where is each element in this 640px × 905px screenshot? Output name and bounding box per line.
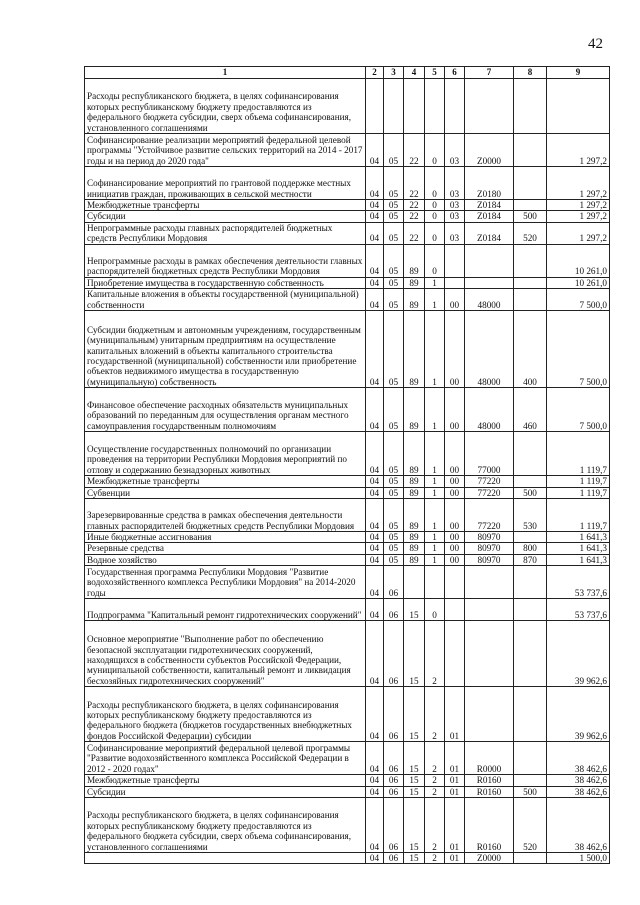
row-code-cell: 0 — [425, 222, 445, 244]
row-code-cell: 00 — [445, 487, 465, 498]
row-name-cell: Межбюджетные трансферты — [85, 200, 366, 211]
row-amount-cell: 1 297,2 — [547, 211, 610, 222]
row-code-cell — [465, 599, 514, 621]
row-code-cell: R0160 — [465, 798, 514, 853]
table-row — [85, 432, 610, 476]
table-row — [85, 134, 610, 167]
header-cell: 4 — [404, 67, 425, 79]
row-code-cell: 05 — [384, 499, 404, 532]
table-body — [85, 79, 610, 864]
table-row — [85, 289, 610, 311]
row-code-cell: 05 — [384, 432, 404, 476]
row-name-cell: Субсидии бюджетным и автономным учреждениям, государственным (муниципальным) унитарным предприятиям на осуществление капитальных вложений в объекты капитального строительства государственной (муниципальной) собственности или приобретение объектов недвижимого имущества в государственную (муниципальную) собственность — [85, 311, 366, 388]
row-code-cell — [514, 476, 547, 487]
row-code-cell: 2 — [425, 853, 445, 864]
row-code-cell — [514, 167, 547, 200]
row-code-cell — [514, 532, 547, 543]
row-code-cell: 04 — [366, 798, 384, 853]
row-code-cell: 80970 — [465, 532, 514, 543]
row-amount-cell: 1 297,2 — [547, 222, 610, 244]
row-code-cell: 89 — [404, 476, 425, 487]
row-name-cell: Расходы республиканского бюджета, в целях софинансирования которых республиканскому бюджету предоставляются из федерального бюджета (бюджетов государственных внебюджетных фондов Российской Федерации) субсидии — [85, 687, 366, 742]
row-code-cell: 01 — [445, 775, 465, 786]
row-amount-cell: 7 500,0 — [547, 388, 610, 432]
row-code-cell: 22 — [404, 134, 425, 167]
row-code-cell: 04 — [366, 532, 384, 543]
row-code-cell: 04 — [366, 742, 384, 775]
row-code-cell: 05 — [384, 311, 404, 388]
row-code-cell — [514, 599, 547, 621]
row-code-cell: 01 — [445, 798, 465, 853]
row-code-cell: 06 — [384, 621, 404, 687]
table-row — [85, 167, 610, 200]
row-code-cell: 01 — [445, 853, 465, 864]
row-code-cell: 06 — [384, 853, 404, 864]
row-code-cell — [514, 200, 547, 211]
row-code-cell — [425, 566, 445, 599]
table-row — [85, 487, 610, 498]
row-name-cell: Государственная программа Республики Мордовия "Развитие водохозяйственного комплекса Республики Мордовия" на 2014-2020 годы — [85, 566, 366, 599]
row-code-cell: 06 — [384, 786, 404, 797]
header-cell: 8 — [514, 67, 547, 79]
row-code-cell — [445, 621, 465, 687]
row-code-cell: 06 — [384, 687, 404, 742]
row-code-cell: 04 — [366, 289, 384, 311]
row-code-cell — [404, 79, 425, 134]
row-code-cell: 04 — [366, 499, 384, 532]
row-code-cell: 89 — [404, 499, 425, 532]
row-code-cell: Z0184 — [465, 211, 514, 222]
row-code-cell: 0 — [425, 167, 445, 200]
row-code-cell: 1 — [425, 289, 445, 311]
row-amount-cell: 1 297,2 — [547, 134, 610, 167]
row-code-cell — [514, 853, 547, 864]
row-code-cell: 04 — [366, 476, 384, 487]
header-cell: 2 — [366, 67, 384, 79]
table-row — [85, 476, 610, 487]
row-name-cell: Резервные средства — [85, 543, 366, 554]
row-code-cell: 05 — [384, 289, 404, 311]
row-code-cell: 05 — [384, 134, 404, 167]
row-code-cell: 1 — [425, 554, 445, 565]
row-code-cell: 1 — [425, 499, 445, 532]
row-code-cell: 06 — [384, 775, 404, 786]
row-code-cell — [366, 79, 384, 134]
row-code-cell: Z0000 — [465, 134, 514, 167]
row-code-cell: 2 — [425, 786, 445, 797]
row-amount-cell: 1 297,2 — [547, 200, 610, 211]
row-code-cell: 04 — [366, 134, 384, 167]
row-code-cell: 04 — [366, 543, 384, 554]
row-code-cell: 04 — [366, 277, 384, 288]
row-code-cell — [445, 244, 465, 277]
row-code-cell: Z0000 — [465, 853, 514, 864]
row-code-cell: 22 — [404, 200, 425, 211]
row-code-cell: 80970 — [465, 554, 514, 565]
row-code-cell: 15 — [404, 599, 425, 621]
row-code-cell: 77220 — [465, 499, 514, 532]
row-code-cell — [514, 566, 547, 599]
row-code-cell: 01 — [445, 687, 465, 742]
row-code-cell — [384, 79, 404, 134]
row-code-cell — [514, 79, 547, 134]
row-code-cell: 04 — [366, 244, 384, 277]
row-code-cell: 06 — [384, 566, 404, 599]
row-code-cell: 48000 — [465, 289, 514, 311]
table-row — [85, 388, 610, 432]
row-code-cell: 1 — [425, 311, 445, 388]
table-row — [85, 79, 610, 134]
row-code-cell: 01 — [445, 786, 465, 797]
row-code-cell: 89 — [404, 311, 425, 388]
table-row — [85, 311, 610, 388]
row-code-cell: 04 — [366, 599, 384, 621]
row-code-cell: 04 — [366, 432, 384, 476]
row-code-cell: 15 — [404, 853, 425, 864]
row-amount-cell: 1 641,3 — [547, 532, 610, 543]
table-row — [85, 853, 610, 864]
row-code-cell: 2 — [425, 621, 445, 687]
row-code-cell — [514, 289, 547, 311]
row-code-cell — [425, 79, 445, 134]
row-name-cell: Расходы республиканского бюджета, в целях софинансирования которых республиканскому бюджету предоставляются из федерального бюджета субсидии, сверх объема софинансирования, установленного соглашениями — [85, 79, 366, 134]
table-row — [85, 543, 610, 554]
row-name-cell: Субсидии — [85, 786, 366, 797]
row-code-cell: 03 — [445, 222, 465, 244]
table-row — [85, 566, 610, 599]
header-cell: 1 — [85, 67, 366, 79]
row-code-cell: Z0184 — [465, 200, 514, 211]
row-name-cell: Водное хозяйство — [85, 554, 366, 565]
row-code-cell: 00 — [445, 554, 465, 565]
row-code-cell: 22 — [404, 222, 425, 244]
row-code-cell: 89 — [404, 487, 425, 498]
row-code-cell: 89 — [404, 388, 425, 432]
row-code-cell: 15 — [404, 798, 425, 853]
row-code-cell: 500 — [514, 786, 547, 797]
row-code-cell: 03 — [445, 134, 465, 167]
row-code-cell: 22 — [404, 167, 425, 200]
row-amount-cell: 1 641,3 — [547, 543, 610, 554]
row-amount-cell: 38 462,6 — [547, 798, 610, 853]
row-code-cell: 05 — [384, 244, 404, 277]
table-row — [85, 742, 610, 775]
row-name-cell: Иные бюджетные ассигнования — [85, 532, 366, 543]
row-amount-cell: 53 737,6 — [547, 566, 610, 599]
row-code-cell: 00 — [445, 543, 465, 554]
row-code-cell: 530 — [514, 499, 547, 532]
row-code-cell — [465, 244, 514, 277]
row-code-cell: 04 — [366, 621, 384, 687]
table-row — [85, 599, 610, 621]
row-code-cell: 04 — [366, 200, 384, 211]
row-code-cell: 460 — [514, 388, 547, 432]
header-cell: 5 — [425, 67, 445, 79]
row-amount-cell: 7 500,0 — [547, 289, 610, 311]
row-code-cell: 0 — [425, 134, 445, 167]
row-name-cell: Зарезервированные средства в рамках обеспечения деятельности главных распорядителей бюджетных средств Республики Мордовия — [85, 499, 366, 532]
row-code-cell: 03 — [445, 200, 465, 211]
row-amount-cell: 1 119,7 — [547, 487, 610, 498]
row-code-cell — [445, 599, 465, 621]
header-cell: 9 — [547, 67, 610, 79]
row-code-cell: 520 — [514, 222, 547, 244]
row-code-cell: R0000 — [465, 742, 514, 775]
page-number: 42 — [588, 36, 603, 52]
row-code-cell: 04 — [366, 311, 384, 388]
row-amount-cell — [547, 79, 610, 134]
row-code-cell: 500 — [514, 211, 547, 222]
row-name-cell: Расходы республиканского бюджета, в целях софинансирования которых республиканскому бюджету предоставляются из федерального бюджета субсидии, сверх объема софинансирования, установленного соглашениями — [85, 798, 366, 853]
row-name-cell: Субсидии — [85, 211, 366, 222]
row-code-cell: R0160 — [465, 786, 514, 797]
row-code-cell: 05 — [384, 532, 404, 543]
row-code-cell — [514, 775, 547, 786]
row-code-cell: 15 — [404, 742, 425, 775]
row-code-cell: 15 — [404, 775, 425, 786]
row-code-cell: 04 — [366, 211, 384, 222]
row-code-cell: 2 — [425, 687, 445, 742]
table-row — [85, 277, 610, 288]
row-code-cell: 2 — [425, 742, 445, 775]
row-name-cell: Софинансирование мероприятий по грантовой поддержке местных инициатив граждан, проживающих в сельской местности — [85, 167, 366, 200]
row-code-cell: 89 — [404, 532, 425, 543]
row-code-cell: 800 — [514, 543, 547, 554]
row-code-cell: Z0180 — [465, 167, 514, 200]
row-code-cell: 0 — [425, 599, 445, 621]
row-code-cell: 1 — [425, 277, 445, 288]
row-name-cell — [85, 853, 366, 864]
row-code-cell — [514, 432, 547, 476]
row-code-cell: 06 — [384, 599, 404, 621]
table-row — [85, 554, 610, 565]
row-amount-cell: 39 962,6 — [547, 687, 610, 742]
table-row — [85, 775, 610, 786]
row-code-cell: 04 — [366, 853, 384, 864]
row-code-cell: 1 — [425, 543, 445, 554]
row-name-cell: Финансовое обеспечение расходных обязательств муниципальных образований по переданным для осуществления органам местного самоуправления государственным полномочиям — [85, 388, 366, 432]
row-code-cell: 15 — [404, 786, 425, 797]
row-code-cell: 05 — [384, 487, 404, 498]
header-cell: 6 — [445, 67, 465, 79]
table-row — [85, 244, 610, 277]
row-amount-cell: 10 261,0 — [547, 277, 610, 288]
row-code-cell: 06 — [384, 742, 404, 775]
row-code-cell: 00 — [445, 289, 465, 311]
row-code-cell: 04 — [366, 786, 384, 797]
row-code-cell: R0160 — [465, 775, 514, 786]
header-row — [85, 67, 610, 79]
row-amount-cell: 1 119,7 — [547, 499, 610, 532]
row-code-cell: 04 — [366, 554, 384, 565]
row-code-cell: 05 — [384, 277, 404, 288]
table-row — [85, 211, 610, 222]
row-code-cell: 15 — [404, 621, 425, 687]
row-code-cell: 01 — [445, 742, 465, 775]
header-cell: 3 — [384, 67, 404, 79]
row-name-cell: Софинансирование мероприятий федеральной целевой программы "Развитие водохозяйственного комплекса Российской Федерации в 2012 - 2020 годах" — [85, 742, 366, 775]
budget-table — [84, 66, 610, 864]
row-code-cell — [465, 79, 514, 134]
row-code-cell: 1 — [425, 432, 445, 476]
row-code-cell: Z0184 — [465, 222, 514, 244]
row-code-cell: 2 — [425, 775, 445, 786]
row-code-cell: 48000 — [465, 388, 514, 432]
row-code-cell: 89 — [404, 554, 425, 565]
row-code-cell: 03 — [445, 167, 465, 200]
row-amount-cell: 38 462,6 — [547, 786, 610, 797]
row-code-cell: 05 — [384, 554, 404, 565]
row-code-cell: 2 — [425, 798, 445, 853]
row-code-cell: 500 — [514, 487, 547, 498]
row-code-cell: 400 — [514, 311, 547, 388]
row-code-cell: 0 — [425, 211, 445, 222]
row-amount-cell: 1 500,0 — [547, 853, 610, 864]
table-row — [85, 532, 610, 543]
row-code-cell — [465, 621, 514, 687]
row-code-cell — [445, 277, 465, 288]
row-code-cell: 04 — [366, 167, 384, 200]
row-code-cell: 04 — [366, 388, 384, 432]
row-name-cell: Межбюджетные трансферты — [85, 476, 366, 487]
row-code-cell: 77000 — [465, 432, 514, 476]
row-code-cell: 77220 — [465, 476, 514, 487]
row-name-cell: Непрограммные расходы в рамках обеспечения деятельности главных распорядителей бюджетных средств Республики Мордовия — [85, 244, 366, 277]
table-row — [85, 200, 610, 211]
row-name-cell: Подпрограмма "Капитальный ремонт гидротехнических сооружений" — [85, 599, 366, 621]
row-name-cell: Софинансирование реализации мероприятий федеральной целевой программы "Устойчивое развитие сельских территорий на 2014 - 2017 годы и на период до 2020 года" — [85, 134, 366, 167]
row-code-cell: 1 — [425, 487, 445, 498]
row-code-cell: 89 — [404, 432, 425, 476]
row-code-cell — [404, 566, 425, 599]
table-row — [85, 687, 610, 742]
row-amount-cell: 53 737,6 — [547, 599, 610, 621]
row-code-cell: 520 — [514, 798, 547, 853]
row-code-cell: 0 — [425, 244, 445, 277]
table-row — [85, 798, 610, 853]
row-code-cell: 00 — [445, 476, 465, 487]
row-code-cell: 05 — [384, 543, 404, 554]
row-name-cell: Субвенции — [85, 487, 366, 498]
row-code-cell: 05 — [384, 476, 404, 487]
row-code-cell: 77220 — [465, 487, 514, 498]
row-code-cell: 04 — [366, 222, 384, 244]
row-code-cell: 05 — [384, 388, 404, 432]
row-code-cell — [445, 566, 465, 599]
row-name-cell: Непрограммные расходы главных распорядителей бюджетных средств Республики Мордовия — [85, 222, 366, 244]
row-code-cell: 15 — [404, 687, 425, 742]
row-amount-cell: 1 119,7 — [547, 432, 610, 476]
row-name-cell: Основное мероприятие "Выполнение работ по обеспечению безопасной эксплуатации гидротехнических сооружений, находящихся в собственности субъектов Российской Федерации, муниципальной собственности, капитальный ремонт и ликвидация бесхозяйных гидротехнических сооружений" — [85, 621, 366, 687]
row-code-cell: 04 — [366, 566, 384, 599]
row-code-cell: 1 — [425, 476, 445, 487]
row-amount-cell: 1 641,3 — [547, 554, 610, 565]
row-code-cell: 89 — [404, 289, 425, 311]
row-code-cell — [514, 621, 547, 687]
row-amount-cell: 38 462,6 — [547, 775, 610, 786]
row-amount-cell: 7 500,0 — [547, 311, 610, 388]
header-cell: 7 — [465, 67, 514, 79]
row-code-cell: 89 — [404, 543, 425, 554]
row-code-cell — [514, 687, 547, 742]
row-code-cell — [465, 566, 514, 599]
row-code-cell — [514, 277, 547, 288]
row-code-cell — [445, 79, 465, 134]
row-code-cell — [465, 277, 514, 288]
row-amount-cell: 1 297,2 — [547, 167, 610, 200]
row-code-cell: 22 — [404, 211, 425, 222]
row-name-cell: Капитальные вложения в объекты государственной (муниципальной) собственности — [85, 289, 366, 311]
row-name-cell: Приобретение имущества в государственную собственность — [85, 277, 366, 288]
row-code-cell: 05 — [384, 222, 404, 244]
row-code-cell: 1 — [425, 388, 445, 432]
row-code-cell: 06 — [384, 798, 404, 853]
row-code-cell: 00 — [445, 499, 465, 532]
row-name-cell: Межбюджетные трансферты — [85, 775, 366, 786]
table-row — [85, 499, 610, 532]
row-code-cell: 00 — [445, 311, 465, 388]
row-code-cell: 05 — [384, 200, 404, 211]
row-amount-cell: 10 261,0 — [547, 244, 610, 277]
row-code-cell: 1 — [425, 532, 445, 543]
row-code-cell: 00 — [445, 432, 465, 476]
row-amount-cell: 39 962,6 — [547, 621, 610, 687]
row-code-cell: 05 — [384, 167, 404, 200]
row-amount-cell: 1 119,7 — [547, 476, 610, 487]
row-code-cell: 05 — [384, 211, 404, 222]
row-code-cell: 04 — [366, 487, 384, 498]
row-code-cell: 89 — [404, 244, 425, 277]
row-code-cell — [514, 742, 547, 775]
row-code-cell: 80970 — [465, 543, 514, 554]
row-code-cell: 870 — [514, 554, 547, 565]
row-code-cell: 0 — [425, 200, 445, 211]
table-row — [85, 621, 610, 687]
row-code-cell — [514, 244, 547, 277]
row-amount-cell: 38 462,6 — [547, 742, 610, 775]
row-code-cell: 04 — [366, 775, 384, 786]
row-name-cell: Осуществление государственных полномочий по организации проведения на территории Республики Мордовия мероприятий по отлову и содержанию безнадзорных животных — [85, 432, 366, 476]
row-code-cell: 03 — [445, 211, 465, 222]
row-code-cell — [465, 687, 514, 742]
table-row — [85, 222, 610, 244]
row-code-cell — [514, 134, 547, 167]
row-code-cell: 48000 — [465, 311, 514, 388]
row-code-cell: 00 — [445, 532, 465, 543]
table-row — [85, 786, 610, 797]
row-code-cell: 00 — [445, 388, 465, 432]
row-code-cell: 04 — [366, 687, 384, 742]
row-code-cell: 89 — [404, 277, 425, 288]
